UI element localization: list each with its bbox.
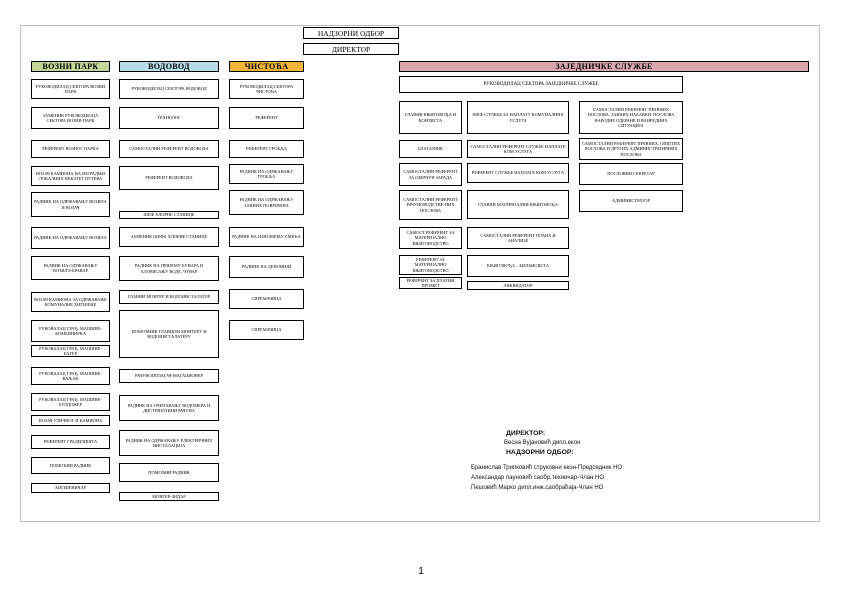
org-box: ГЛАВНИ МОНТЕР И ВОДОИНСТАЛАТЕР xyxy=(119,290,219,304)
org-box: ВОЗАЧ УЛИЧНОГ И КАМИОНА xyxy=(31,415,110,426)
org-box: РУКОВОДИЛАЦ СЕКТОРА ВОЗНИ ПАРК xyxy=(31,79,110,99)
org-box: САМОСТАЛНИ РЕФЕРЕНТ ЗА ОБРАЧУН ЗАРАДА xyxy=(399,163,462,186)
header-cistoca: ЧИСТОЋА xyxy=(229,61,304,72)
org-box: ШЕФ СЛУЖБЕ ЗА НАПЛАТУ КОМУНАЛНИХ УСЛУГА xyxy=(467,101,569,134)
org-box: ГЛАВНИ МАТЕРИЈАЛНИ КЊИГОВОЂА xyxy=(467,190,569,219)
org-box: РУКОВОДИЛАЦ СЕКТОРА ВОДОВОД xyxy=(119,79,219,99)
org-box: БЛАГАЈНИК xyxy=(399,140,462,158)
org-box: РАДНИК НА ИЗНОШЕЊУ СМЕЋА xyxy=(229,227,304,247)
director-name: Весна Вујановић дипл.екон xyxy=(504,440,581,446)
org-box: РУКОВОДИЛАЦ СЕКТОРА ЗАЈЕДНИЧКЕ СЛУЖБЕ xyxy=(399,76,683,93)
org-box: РУКОВОДИЛАЦ СЕКТОРА ЧИСТОЋА xyxy=(229,79,304,99)
org-box: РАДНИК НА ОДРЖАВАЊУ ГРОБЉА xyxy=(229,164,304,184)
board-member: Александар пауновић саобр.техничар-Члан НО xyxy=(471,475,605,481)
org-box: ГЛАВНИ КЊИГОВОЂА И КОНТИСТА xyxy=(399,101,462,134)
org-box: РАДНИК НА ОЧИТАВАЊУ ВОДОМЕРА И ДИСТРИБУЦИЈИ РАЧУНА xyxy=(119,395,219,421)
director-label: ДИРЕКТОР: xyxy=(506,430,546,437)
org-box: СПРЕМАЧИЦА xyxy=(229,320,304,340)
org-box: САМОСТАЛНИ РЕФЕРЕНТ ПРАВНИХ, ОПШТИХ ПОСЛОВА И ДРУГИХ АДМИНИСТРАТИВНИХ ПОСЛОВА xyxy=(579,138,683,160)
org-box: РУКОВАЛАЦ ГРАЂ. МАШИНЕ-БУЛДОЖЕР xyxy=(31,393,110,411)
org-box: САМОСТ.РЕФЕРЕНТ ЗА МАТЕРИЈАЛНО КЊИГОВОДСТВО xyxy=(399,227,462,249)
org-box: ВОЗАЧ КАМИОНА ЗА ОДРЖАВАЊЕ КОМУНАЛНЕ ХИГИЈЕНЕ xyxy=(31,292,110,312)
supervisory-board-box: НАДЗОРНИ ОДБОР xyxy=(303,27,399,39)
director-box: ДИРЕКТОР xyxy=(303,43,399,55)
org-box: САМОСТАЛНИ РЕФЕРЕНТ СЛУЖБЕ НАПЛАТЕ КОМ.УСЛУГА xyxy=(467,140,569,158)
org-box: КЊИГОВОЂА – БИЛАНСИСТА xyxy=(467,255,569,277)
header-vozni-park: ВОЗНИ ПАРК xyxy=(31,61,110,72)
org-box: САМОСТАЛНИ РЕФЕРЕНТ ПЛАНА И АНАЛИЗЕ xyxy=(467,227,569,249)
org-box: РАДНИК НА ОДРЖАВАЊУ ЗАВНИХ ПОВРШИНА xyxy=(229,190,304,215)
board-label: НАДЗОРНИ ОДБОР: xyxy=(506,449,574,456)
org-box: РАДНИК НА ОДРЖАВАЊУ ЕЛЕКТРИЧНИХ ИНСТАЛАЦИЈА xyxy=(119,430,219,456)
org-box: РАДНИК НА ПРИЈЕМУ БУНАРА И ХЛОРИСАЊУ ВОДЕ, ЧУВАР xyxy=(119,256,219,281)
org-box: САМОСТАЛНИ РЕФЕРЕНТ ПРАВНИХ ПОСЛОВА, ЗАВНИХ НАБАВКИ, ПОСЛОВА НАРОДНЕ ОДБРАНЕ И ВАНРЕДНИХ СИТУАЦИЈА xyxy=(579,101,683,134)
org-box: ХИГИЈЕНИЧАР xyxy=(31,483,110,493)
org-box: РЕФЕРЕНТ ВОЗНОГ ПАРКА xyxy=(31,140,110,158)
org-box: ЛИКВИДАТОР xyxy=(467,281,569,290)
org-box: РАДНИК НА ОДРЖАВАЊУ ВОЗИЛА xyxy=(31,227,110,249)
header-vodovod: ВОДОВОД xyxy=(119,61,219,72)
org-box: РЕФЕРЕНТ xyxy=(229,107,304,129)
header-zajednicke: ЗАЈЕДНИЧКЕ СЛУЖБЕ xyxy=(399,61,809,72)
org-box: ВОЗАЧ КАМИОНА НА ИЗГРАДЊИ ЛОКАЛНИХ НЕКАТЕГ.ПУТЕВА xyxy=(31,166,110,186)
board-member: Бранислав Трипковић струковни екон-Председник НО xyxy=(471,465,623,471)
org-box: РАДНИК НА ДЕПОНИЈИ xyxy=(229,256,304,278)
org-box: ЗАМЕНИК РУКОВОДИОЦА СЕКТОРА ВОЗНИ ПАРК xyxy=(31,107,110,129)
org-box: РЕФЕРЕНТ ЗА МАТЕРИЈАЛНО КЊИГОВОДСТВО xyxy=(399,255,462,275)
org-box: РУКОВАЛАЦ ГРАЂ. МАШИНЕ-ВАЉАК xyxy=(31,367,110,385)
page-number: 1 xyxy=(418,566,424,577)
org-box: СПРЕМАЧИЦА xyxy=(229,289,304,309)
org-box: ЗАМЕНИК ШЕФА ХЛОРНЕ СТАНИЦЕ xyxy=(119,227,219,247)
org-box: РАДНИК НА ОДРЖАВАЊУ ВОЗИЛА И ВОЗАЧ xyxy=(31,192,110,217)
org-box: РЕФЕРЕНТ ВОДОВОДА xyxy=(119,166,219,190)
org-box: ПОМОЋНИК ГЛАВНОМ МОНТЕРУ И ВОДОИНСТАЛАТЕРУ xyxy=(119,310,219,358)
org-box: РЕФЕРЕНТ СЛУЖБЕ НАПЛАТЕ КОМ.УСЛУГА xyxy=(467,163,569,183)
org-box: ПОМОЋНИ РАДНИК xyxy=(119,463,219,482)
org-box: ПОМОЋНИ РАДНИК xyxy=(31,457,110,474)
org-box: ШЕФ ХЛОРНЕ СТАНИЦЕ xyxy=(119,211,219,219)
org-box: РЕФЕРЕНТ ЗА ПЛАТНИ ПРОМЕТ xyxy=(399,277,462,289)
org-box: РУКОВАЛАЦ ГРАЂ. МАШИНЕ-БАГЕР xyxy=(31,345,110,357)
org-box: РАДНИК НА ОДРЖАВАЊУ ВОЗИЛА-БРАВАР xyxy=(31,256,110,280)
org-box: РАЧУНОПОЛАГАЧ-МАГАЦИОНЕР xyxy=(119,369,219,383)
org-box: ПОСЛОВНИ СЕКРЕТАР xyxy=(579,163,683,185)
org-box: РЕФЕРЕНТ ГРАДИЛИШТА xyxy=(31,435,110,449)
org-box: РЕФЕРЕНТ ГРОБЉА xyxy=(229,140,304,158)
board-member: Пешовић Марко дипл.инж.саобраћаја-Члан НО xyxy=(471,485,604,491)
org-box: МОНТЕР-ЗИДАР xyxy=(119,492,219,501)
org-box: САМОСТАЛНИ РЕФЕРЕНТ ВОДОВОДА xyxy=(119,140,219,158)
org-box: САМОСТАЛНИ РЕФЕРЕНТ РАЧУНОВОДСТВЕ-НИХ ПОСЛОВА xyxy=(399,190,462,220)
org-box: АДМИНИСТРАТОР xyxy=(579,190,683,212)
org-box: ТЕХНОЛОГ xyxy=(119,107,219,129)
org-box: РУКОВАЛАЦ ГРАЂ. МАШИНЕ-КОМБИНИРКА xyxy=(31,320,110,342)
